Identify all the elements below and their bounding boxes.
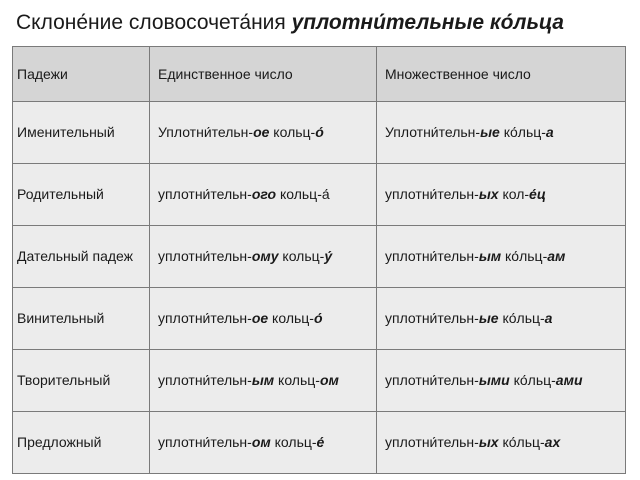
stem-segment: ко́льц- (498, 310, 545, 326)
stem-segment: уплотни́тельн- (385, 434, 479, 450)
ending-segment: ое (253, 124, 270, 140)
ending-segment: ого (251, 186, 277, 202)
plural-form (377, 412, 626, 474)
plural-form (377, 164, 626, 226)
header-case: Падежи (13, 47, 150, 102)
declension-table-body (13, 47, 626, 474)
title-plain: Склоне́ние словосочета́ния (16, 11, 292, 34)
case-name: Винительный (13, 288, 150, 350)
header-plural: Множественное число (377, 47, 626, 102)
stem-segment: уплотни́тельн- (385, 186, 479, 202)
ending-segment: ое (251, 310, 269, 326)
ending-segment: ом (319, 372, 339, 388)
singular-form (150, 164, 377, 226)
case-name: Творительный (13, 350, 150, 412)
title-phrase: уплотни́тельные ко́льца (291, 11, 564, 34)
plural-form (377, 288, 626, 350)
ending-segment: ому (251, 248, 279, 264)
table-row (13, 226, 626, 288)
table-row (13, 102, 626, 164)
singular-form (150, 412, 377, 474)
ending-segment: у́ (324, 248, 333, 264)
ending-segment: ые (480, 124, 500, 140)
ending-segment: ыми (478, 372, 510, 388)
stem-segment: уплотни́тельн- (385, 372, 479, 388)
stem-segment: ко́льц- (501, 248, 548, 264)
case-name: Родительный (13, 164, 150, 226)
singular-form (150, 288, 377, 350)
ending-segment: ым (251, 372, 275, 388)
ending-segment: ые (478, 310, 499, 326)
stem-segment: уплотни́тельн- (158, 248, 252, 264)
stem-segment: кольц- (270, 434, 317, 450)
ending-segment: ым (478, 248, 502, 264)
case-name: Именительный (13, 102, 150, 164)
table-row (13, 164, 626, 226)
singular-form (150, 102, 377, 164)
ending-segment: ых (478, 186, 499, 202)
case-name: Предложный (13, 412, 150, 474)
table-row (13, 288, 626, 350)
stem-segment: Уплотни́тельн- (158, 124, 254, 140)
ending-segment: о́ (315, 124, 324, 140)
ending-segment: е́ц (529, 186, 546, 202)
ending-segment: о́ (313, 310, 323, 326)
declension-table (12, 46, 626, 474)
case-name: Дательный падеж (13, 226, 150, 288)
table-row (13, 412, 626, 474)
ending-segment: ах (544, 434, 561, 450)
stem-segment: кольц-а́ (276, 186, 330, 202)
plural-form (377, 226, 626, 288)
plural-form (377, 350, 626, 412)
stem-segment: ко́льц- (499, 124, 546, 140)
stem-segment: уплотни́тельн- (385, 248, 479, 264)
ending-segment: ом (251, 434, 271, 450)
stem-segment: кольц- (278, 248, 325, 264)
table-row (13, 350, 626, 412)
page-title (16, 6, 628, 40)
ending-segment: а (544, 310, 553, 326)
stem-segment: уплотни́тельн- (158, 372, 252, 388)
stem-segment: кольц- (269, 124, 316, 140)
stem-segment: ко́льц- (498, 434, 545, 450)
stem-segment: уплотни́тельн- (158, 186, 252, 202)
stem-segment: Уплотни́тельн- (385, 124, 481, 140)
stem-segment: кол- (498, 186, 530, 202)
singular-form (150, 350, 377, 412)
stem-segment: уплотни́тельн- (385, 310, 479, 326)
ending-segment: ых (478, 434, 499, 450)
header-row (13, 47, 626, 102)
plural-form (377, 102, 626, 164)
stem-segment: уплотни́тельн- (158, 310, 252, 326)
stem-segment: кольц- (274, 372, 320, 388)
ending-segment: ами (555, 372, 583, 388)
ending-segment: е́ (316, 434, 325, 450)
singular-form (150, 226, 377, 288)
stem-segment: кольц- (268, 310, 314, 326)
ending-segment: а (545, 124, 554, 140)
stem-segment: ко́льц- (509, 372, 556, 388)
header-singular: Единственное число (150, 47, 377, 102)
stem-segment: уплотни́тельн- (158, 434, 252, 450)
ending-segment: ам (547, 248, 566, 264)
